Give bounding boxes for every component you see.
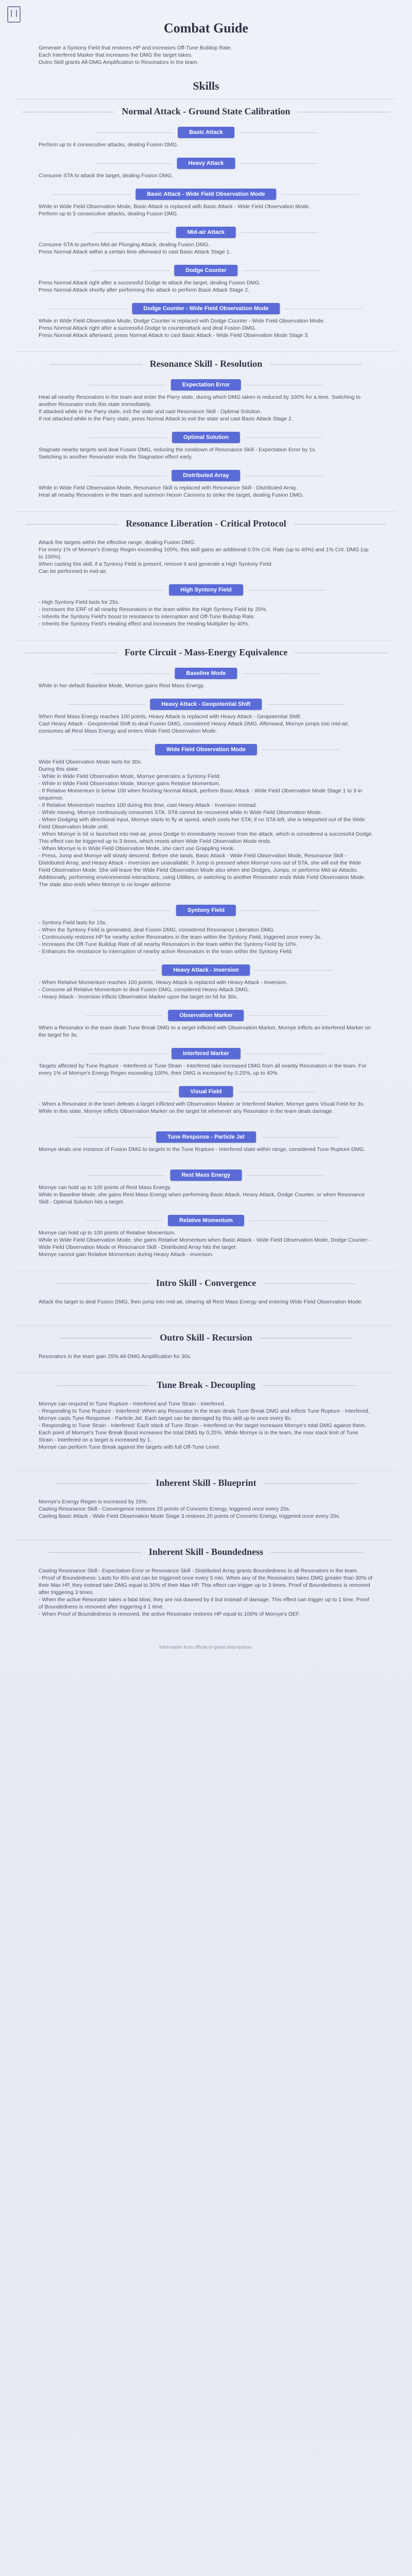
skill-label-badge: Interfered Marker	[171, 1048, 241, 1059]
skill-label-badge: Distributed Array	[171, 470, 240, 481]
footer-note: Information from official in-game descriptions.	[159, 1645, 253, 1650]
skill-description: Mornye can hold up to 100 points of Rest Mass Energy. While in Baseline Mode, she gains Rest Mass Energy when performing Basic Attack, Heavy Attack, Dodge Counter, or when Resonance Skill - Optimal Solution hits a target.	[39, 1184, 365, 1205]
section-divider	[15, 1372, 397, 1373]
skill-label-badge: Heavy Attack - Inversion	[162, 964, 250, 976]
skill-label-badge: Observation Marker	[168, 1010, 244, 1021]
section-title: Resonance Skill - Resolution	[0, 359, 412, 369]
skill-description: While in Wide Field Observation Mode, Dodge Counter is replaced with Dodge Counter - Wide Field Observation Mode. Press Normal Attack right after a successful Dodge to counterattack and deal Fusion DMG. Press Normal Attack afterward, press Normal Attack to cast Basic Attack - Wide Field Observation Mode Stage 3.	[39, 318, 325, 338]
skill-label-badge: Heavy Attack	[177, 158, 235, 169]
skill-label-badge: Tune Response - Particle Jet	[156, 1131, 256, 1143]
section-divider	[15, 1270, 397, 1271]
skill-description: While in Wide Field Observation Mode, Resonance Skill is replaced with Resonance Skill - Distributed Array. Heal all nearby Resonators in the team and summon Hexon Cannons to strike the target, dealing Fusion DMG.	[39, 485, 304, 498]
skill-description: Stagnate nearby targets and deal Fusion DMG, reducing the cooldown of Resonance Skill - Expectation Error by 1s. Switching to another Resonator ends the Stagnation effect early.	[39, 447, 317, 460]
skill-description: While in Wide Field Observation Mode, Basic Attack is replaced with Basic Attack - Wide Field Observation Mode. Perform up to 5 consecutive attacks, dealing Fusion DMG.	[39, 204, 311, 217]
skill-label-badge: Baseline Mode	[175, 668, 237, 679]
skill-description: - When a Resonator in the team defeats a target inflicted with Observation Marker or Interfered Marker, Mornye gains Visual Field for 3s. While in this state, Mornye inflicts Observation Marker on the target hit whenever any Resonator in the team deals damage.	[39, 1101, 365, 1114]
skill-description: Consume STA to perform Mid-air Plunging Attack, dealing Fusion DMG. Press Normal Attack within a certain time afterward to cast Basic Attack Stage 1.	[39, 242, 231, 255]
skill-label-badge: Relative Momentum	[168, 1215, 244, 1226]
skill-label-badge: Dodge Counter	[174, 265, 237, 276]
skill-label-badge: Dodge Counter - Wide Field Observation Mode	[132, 303, 280, 314]
skill-label-badge: Heavy Attack - Geopotential Shift	[150, 699, 262, 710]
section-title: Inherent Skill - Boundedness	[0, 1547, 412, 1557]
skill-label-badge: Optimal Solution	[172, 432, 240, 443]
skill-description: Resonators in the team gain 25% All-DMG Amplification for 30s.	[39, 1353, 192, 1360]
skill-description: Mornye can respond to Tune Rupture - Interfered and Tune Strain - Interfered. - Responding to Tune Rupture - Interfered: When any Resonator in the team deals Tune Break DMG and inflicts Tune Rupture - Interfered, Mornye casts Tune Response - Particle Jet. Each target can be damaged by this skill up to once every 8s. - Responding to Tune Strain - Interfered: Each stack of Tune Strain - Interfered on the target increases Mornye's total DMG against them. Each point of Mornye's Tune Break Boost increases the total DMG by 0.25%. While Mornye is in the team, the max stack limit of Tune Strain - Interfered on a target is increased by 1. Mornye can perform Tune Break against the targets with full Off-Tune Level.	[39, 1401, 370, 1450]
skill-description: Targets affected by Tune Rupture - Interfered or Tune Strain - Interfered take increased DMG from all nearby Resonators in the team. For every 1% of Mornye's Energy Regen exceeding 100%, their DMG is increased by 0.25%, up to 40%.	[39, 1063, 367, 1076]
skill-description: When Rest Mass Energy reaches 100 points, Heavy Attack is replaced with Heavy Attack - Geopotential Shift. Cast Heavy Attack - Geopotential Shift to deal Fusion DMG, considered Heavy Attack DMG. Afterward, Mornye jumps into mid-air, consumes all Rest Mass Energy and enters Wide Field Observation Mode.	[39, 714, 349, 734]
section-divider	[15, 1539, 397, 1540]
skill-label-badge: Syntony Field	[176, 905, 236, 916]
skills-heading: Skills	[193, 79, 219, 92]
skill-description: When a Resonator in the team deals Tune Break DMG to a target inflicted with Observation Marker, Mornye inflicts an Interfered Marker on the target for 3s.	[39, 1025, 371, 1038]
skill-label-badge: Mid-air Attack	[176, 227, 236, 238]
skill-description: Mornye deals one instance of Fusion DMG to targets in the Tune Rupture - Interfered state within range, considered Tune Rupture DMG.	[39, 1146, 366, 1153]
skill-description: - Syntony Field lasts for 15s. - When the Syntony Field is generated, deal Fusion DMG, considered Resonance Liberation DMG. - Continuously restores HP for nearby active Resonators in the team within the Syntony Field, triggered once every 3s. - Increases the Off-Tune Buildup Rate of all nearby Resonators in the team within the Syntony Field by 10%. - Enhances the resistance to interruption of nearby active Resonators in the team within the Syntony Field.	[39, 920, 322, 955]
intro-text: Generate a Syntony Field that restores HP and increases Off-Tune Buildup Rate. Each Interfered Marker that increases the DMG the target takes. Outro Skill grants All-DMG Amplification to Resonators in the team.	[39, 45, 232, 65]
skill-label-badge: Basic Attack	[178, 127, 234, 138]
section-title: Intro Skill - Convergence	[0, 1278, 412, 1289]
section-divider	[15, 1470, 397, 1471]
skill-description: Wide Field Observation Mode lasts for 30s. During this state: - While in Wide Field Observation Mode, Mornye generates a Syntony Field. - While in Wide Field Observation Mode, Mornye gains Relative Momentum. - If Relative Momentum is below 100 when finishing Normal Attack, perform Basic Attack - Wide Field Observation Mode Stage 1 to 3 in sequence. - If Relative Momentum reaches 100 during this time, cast Heavy Attack - Inversion instead. - While moving, Mornye continuously consumes STA. STA cannot be recovered while in Wide Field Observation Mode. - When Dodging with directional input, Mornye starts to fly at speed, which costs her STA; if no STA left, she is teleported out of the Wide Field Observation Mode until. - When Mornye is hit or launched into mid-air, press Dodge to immediately recover from the attack, which is considered a successful Dodge. This effect can be triggered up to 3 times, which resets when Wide Field Observation Mode ends. - When Mornye is in Wide Field Observation Mode, she can't use Grappling Hook. - Press, Jump and Mornye will slowly descend. Before she lands, Basic Attack - Wide Field Observation Mode, Resonance Skill - Distributed Array, and Heavy Attack - Inversion are unavailable. If Jump is pressed when Mornye runs out of STA, she will exit the Wide Field Observation Mode. She will leave the Wide Field Observation Mode also when she Dodges, Jumps, or performs Mid-air Attacks. Additionally, performing environmental interactions, using Utilities, or switching to another Resonator ends Wide Field Observation Mode. The state also ends when Mornye is no longer airborne.	[39, 759, 373, 888]
section-divider	[15, 1325, 397, 1326]
skill-description: Attack the targets within the effective range, dealing Fusion DMG. For every 1% of Mornye's Energy Regen exceeding 100%, this skill gains an additional 0.5% Crit. Rate (up to 40%) and 1% Crit. DMG (up to 100%). When casting this skill, if a Syntony Field is present, remove it and generate a High Syntony Field. Can be performed in mid-air.	[39, 539, 369, 574]
skill-description: Mornye can hold up to 100 points of Relative Momentum. While in Wide Field Observation Mode, she gains Relative Momentum when Basic Attack - Wide Field Observation Mode, Dodge Counter - Wide Field Observation Mode or Resonance Skill - Distributed Array hits the target. Mornye cannot gain Relative Momentum during Heavy Attack - Inversion.	[39, 1230, 371, 1258]
skill-description: While in her default Baseline Mode, Mornye gains Rest Mass Energy.	[39, 683, 204, 689]
skill-label-badge: High Syntony Field	[169, 584, 243, 596]
skill-label-badge: Basic Attack - Wide Field Observation Mode	[135, 189, 276, 200]
section-title: Resonance Liberation - Critical Protocol	[0, 518, 412, 529]
skill-description: Press Normal Attack right after a successful Dodge to attack the target, dealing Fusion DMG. Press Normal Attack shortly after performing this attack to perform Basic Attack Stage 2.	[39, 280, 261, 293]
section-title: Normal Attack - Ground State Calibration	[0, 106, 412, 117]
page-title: Combat Guide	[164, 21, 248, 36]
skill-description: Heal all nearby Resonators in the team and enter the Parry state, during which DMG taken is reduced by 100% for a time. Switching to another Resonator ends this state immediately. If attacked while in the Parry state, exit the state and cast Resonance Skill - Optimal Solution. If not attacked while in the Parry state, press Normal Attack to exit the state and cast Basic Attack Stage 2.	[39, 394, 361, 422]
skill-description: Mornye's Energy Regen is increased by 15%. Casting Resonance Skill - Convergence restores 20 points of Concerto Energy, triggered once every 20s. Casting Basic Attack - Wide Field Observation Mode Stage 3 restores 20 points of Concerto Energy, triggered once every 20s.	[39, 1499, 340, 1519]
skill-description: Consume STA to attack the target, dealing Fusion DMG.	[39, 173, 174, 179]
section-title: Inherent Skill - Blueprint	[0, 1478, 412, 1488]
section-divider	[15, 511, 397, 512]
skill-label-badge: Rest Mass Energy	[170, 1170, 242, 1181]
skill-description: Perform up to 4 consecutive attacks, dealing Fusion DMG.	[39, 142, 179, 148]
skill-description: Casting Resonance Skill - Expectation Error or Resonance Skill - Distributed Array grants Boundedness to all Resonators in the team. - Proof of Boundedness: Lasts for 60s and can be triggered once every 5 min. When any of the Resonators takes DMG greater than 30% of their Max HP, they instead take DMG equal to 30% of their Max HP. This effect can trigger up to 3 times. Proof of Boundedness is removed after triggering 3 times. - When the active Resonator takes a fatal blow, they are not downed by it but instead of damage. This effect can trigger up to 1 time. Proof of Boundedness is removed after triggering it 1 time. - When Proof of Boundedness is removed, the active Resonator restores HP equal to 100% of Mornye's DEF.	[39, 1568, 372, 1617]
section-title: Tune Break - Decoupling	[0, 1380, 412, 1391]
skill-description: - High Syntony Field lasts for 25s. - Increases the ERF of all nearby Resonators in the team within the High Syntony Field by 25%. - Inherits the Syntony Field's boost to resistance to interruption and Off-Tune Buildup Rate. - Inherits the Syntony Field's Healing effect and increases the Healing Multiplier by 40%.	[39, 599, 268, 627]
skill-label-badge: Expectation Error	[171, 379, 241, 391]
skill-label-badge: Visual Field	[179, 1086, 233, 1097]
section-title: Outro Skill - Recursion	[0, 1332, 412, 1343]
section-title: Forte Circuit - Mass-Energy Equivalence	[0, 647, 412, 658]
skill-description: Attack the target to deal Fusion DMG, then jump into mid-air, clearing all Rest Mass Energy and entering Wide Field Observation Mode.	[39, 1299, 363, 1305]
skill-label-badge: Wide Field Observation Mode	[155, 744, 257, 755]
section-divider	[15, 351, 397, 352]
skill-description: - When Relative Momentum reaches 100 points, Heavy Attack is replaced with Heavy Attack - Inversion. - Consume all Relative Momentum to deal Fusion DMG, considered Heavy Attack DMG. - Heavy Attack - Inversion inflicts Observation Marker upon the target on hit for 30s.	[39, 979, 288, 1000]
